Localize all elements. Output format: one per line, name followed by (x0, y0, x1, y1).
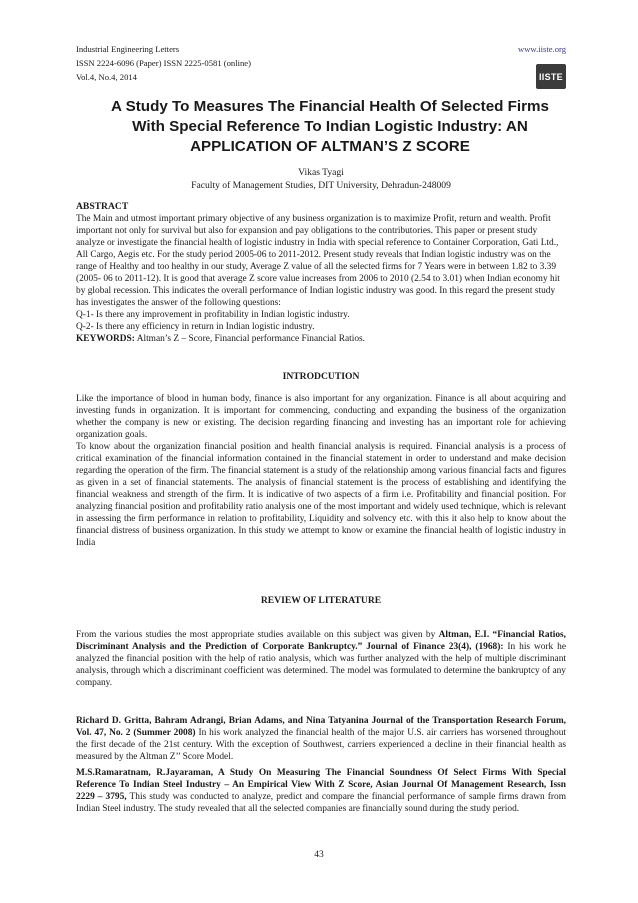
paper-title: A Study To Measures The Financial Health Of Selected Firms With Special Reference To Indian Logistic Industry: AN APPLICATION OF ALTMAN’S Z SCORE (110, 98, 549, 155)
keywords-line (76, 333, 566, 345)
reference-3-citation: M.S.Ramaratnam, R.Jayaraman, A Study On Measuring The Financial Soundness Of Select Firms With Special Reference To Indian Steel Industry – An Empirical View With Z Score, Asian Journal Of Management Research, Issn 2229 – 3795, (76, 768, 566, 802)
literature-heading: REVIEW OF LITERATURE (260, 595, 382, 606)
journal-issn: ISSN 2224-6096 (Paper) ISSN 2225-0581 (online) (76, 58, 251, 68)
reference-1-summary: In his work he analyzed the financial position with the help of ratio analysis, which was further analyzed with the help of multiple discriminant analysis, through which a discriminant coefficient was determined. The model was formulated to determine the bankruptcy of any company. (76, 642, 567, 688)
literature-reference-2 (76, 715, 566, 763)
journal-name: Industrial Engineering Letters (76, 44, 180, 54)
iiste-logo: IISTE (536, 64, 566, 89)
introduction-section (76, 393, 566, 549)
keywords-text: Altman’s Z – Score, Financial performance Financial Ratios. (136, 334, 366, 344)
introduction-heading: INTRODCUTION (282, 371, 360, 382)
reference-2-citation: Richard D. Gritta, Bahram Adrangi, Brian Adams, and Nina Tatyanina Journal of the Transportation Research Forum, Vol. 47, No. 2 (Summer 2008) (76, 716, 566, 738)
author-name: Vikas Tyagi (298, 167, 344, 178)
literature-reference-1 (76, 629, 566, 689)
reference-1-lead: From the various studies the most appropriate studies available on this subject was given by (76, 630, 436, 640)
page-number: 43 (314, 849, 324, 860)
abstract-text: The Main and utmost important primary objective of any business organization is to maximize Profit, return and wealth. Profit important not only for survival but also for expansion and pay obligations to the contributories. This paper or present study analyze or investigate the financial health of logistic industry in India with special reference to Container Corporation, Gati Ltd., All Cargo, Aegis etc. For the study period 2005-06 to 2011-2012. Present study reveals that Indian logistic industry was on the range of Healthy and too healthy in our study, Average Z value of all the selected firms for 7 Years were in between 1.82 to 3.39 (2005- 06 to 2011-12). It is good that average Z score value increases from 2006 to 2010 (2.54 to 3.01) when Indian economy hit by global recession. This indicates the overall performance of Indian logistic industry was good. In this regard the present study has investigates the answer of the following questions: (76, 214, 560, 308)
introduction-paragraph-2: To know about the organization financial position and health financial analysis is required. Financial analysis is a process of critical examination of the financial information contained in the financial statement in order to understand and make decision regarding the operation of the firm. The financial statement is a study of the relationship among various financial facts and figures as given in a set of financial statements. The analysis of financial statement is the process of establishing and identifying the financial weakness and strength of the firm. It is indicative of two aspects of a firm i.e. Profitability and financial position. For analyzing financial position and profitability ratio analysis one of the most important and widely used technique, which is relevant in assessing the firm performance in relation to profitability, Liquidity and solvency etc. with this it also help to know about the financial distress of business organization. In this study we attempt to know or examine the financial health of logistic industry in India (76, 442, 566, 548)
abstract-heading: ABSTRACT (76, 201, 129, 212)
abstract-question-1: Q-1- Is there any improvement in profitability in Indian logistic industry. (76, 310, 350, 320)
literature-reference-3 (76, 767, 566, 815)
abstract-question-2: Q-2- Is there any efficiency in return in Indian logistic industry. (76, 322, 315, 332)
keywords-label: KEYWORDS: (76, 334, 135, 344)
reference-1-citation: Altman, E.I. “Financial Ratios, Discriminant Analysis and the Prediction of Corporate Bankruptcy.” Journal of Finance 23(4), (1968): (76, 630, 566, 652)
journal-volume: Vol.4, No.4, 2014 (76, 72, 137, 82)
reference-3-summary: This study was conducted to analyze, predict and compare the financial performance of sample firms drawn from Indian Steel industry. The study revealed that all the selected companies are financially sound during the study period. (76, 792, 566, 814)
abstract-section (76, 201, 566, 345)
website-link[interactable]: www.iiste.org (518, 44, 566, 54)
author-affiliation: Faculty of Management Studies, DIT University, Dehradun-248009 (191, 180, 451, 191)
reference-2-summary: In his work analyzed the financial health of the major U.S. air carriers has worsened throughout the first decade of the 21st century. With the exception of Southwest, carriers experienced a decline in their financial health as measured by the Altman Z’’ Score Model. (76, 728, 567, 762)
introduction-paragraph-1: Like the importance of blood in human body, finance is also important for any organization. Finance is all about acquiring and investing funds in organization. It is important for commencing, conducting and expanding the business of the organization whether the company is new or existing. The decision regarding financing and investing has an important role for achieving organization goals. (76, 394, 566, 440)
